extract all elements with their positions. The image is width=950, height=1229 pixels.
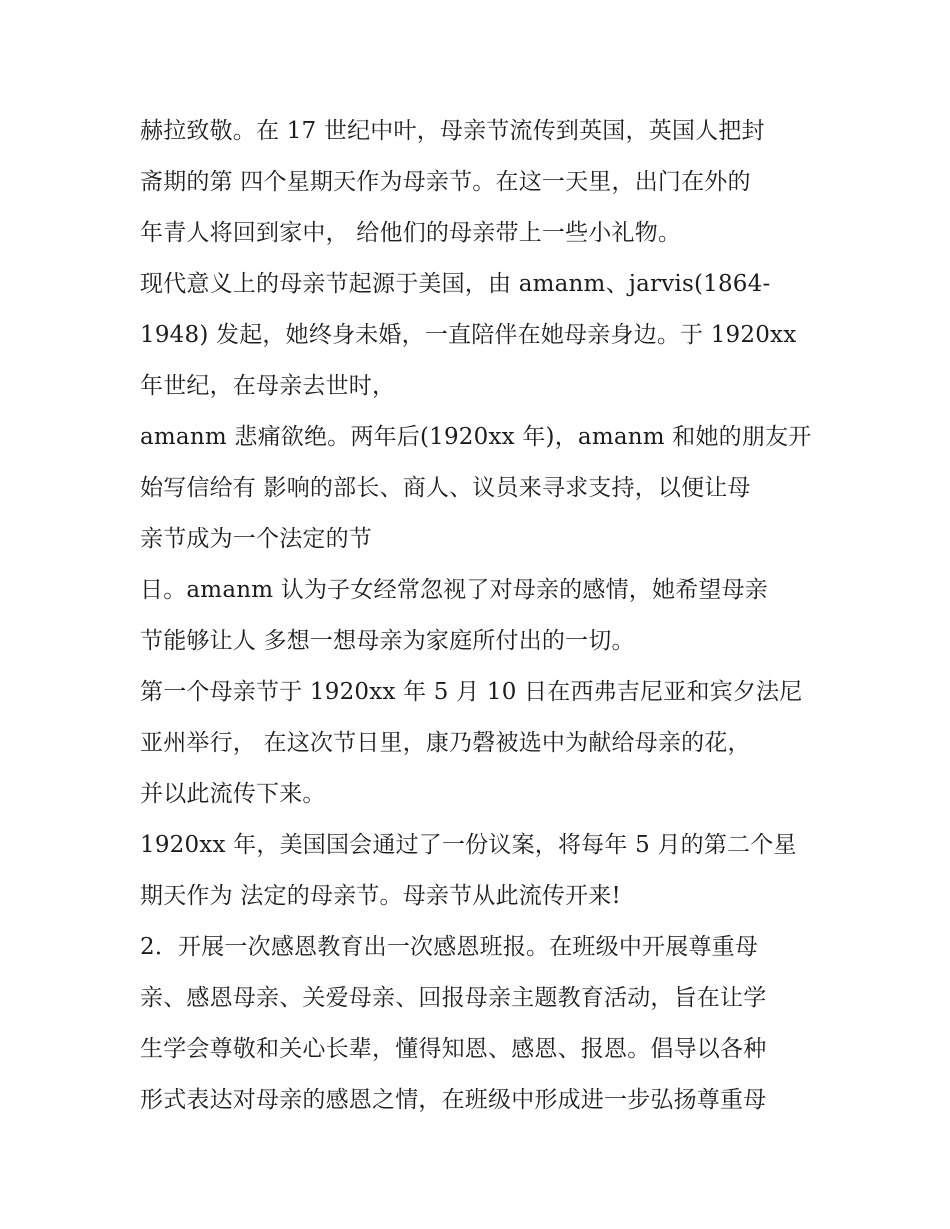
- text-line: 第一个母亲节于 1920xx 年 5 月 10 日在西弗吉尼亚和宾夕法尼: [140, 679, 803, 705]
- text-line: 1920xx 年，美国国会通过了一份议案，将每年 5 月的第二个星: [140, 832, 797, 858]
- document-body: [140, 106, 820, 1126]
- text-line: amanm 悲痛欲绝。两年后(1920xx 年)，amanm 和她的朋友开: [140, 424, 812, 450]
- text-line: 亲、感恩母亲、关爱母亲、回报母亲主题教育活动，旨在让学: [140, 985, 767, 1011]
- text-line: 赫拉致敬。在 17 世纪中叶，母亲节流传到英国，英国人把封: [140, 118, 765, 144]
- text-line: 始写信给有 影响的部长、商人、议员来寻求支持，以便让母: [140, 475, 751, 501]
- text-line: 现代意义上的母亲节起源于美国，由 amanm、jarvis(1864-: [140, 271, 771, 297]
- text-line: 节能够让人 多想一想母亲为家庭所付出的一切。: [140, 628, 635, 654]
- text-line: 斋期的第 四个星期天作为母亲节。在这一天里，出门在外的: [140, 169, 751, 195]
- text-line: 并以此流传下来。: [140, 781, 326, 807]
- text-line: 日。amanm 认为子女经常忽视了对母亲的感情，她希望母亲: [140, 577, 768, 603]
- text-line: 1948) 发起，她终身未婚，一直陪伴在她母亲身边。于 1920xx: [140, 322, 797, 348]
- text-line: 期天作为 法定的母亲节。母亲节从此流传开来!: [140, 883, 621, 909]
- text-line: 形式表达对母亲的感恩之情，在班级中形成进一步弘扬尊重母: [140, 1087, 767, 1113]
- text-line: 2．开展一次感恩教育出一次感恩班报。在班级中开展尊重母: [140, 934, 759, 960]
- text-line: 年青人将回到家中， 给他们的母亲带上一些小礼物。: [140, 220, 682, 246]
- text-line: 亲节成为一个法定的节: [140, 526, 372, 552]
- text-line: 年世纪，在母亲去世时，: [140, 373, 396, 399]
- text-line: 亚州举行， 在这次节日里，康乃磬被选中为献给母亲的花，: [140, 730, 751, 756]
- text-line: 生学会尊敬和关心长辈，懂得知恩、感恩、报恩。倡导以各种: [140, 1036, 767, 1062]
